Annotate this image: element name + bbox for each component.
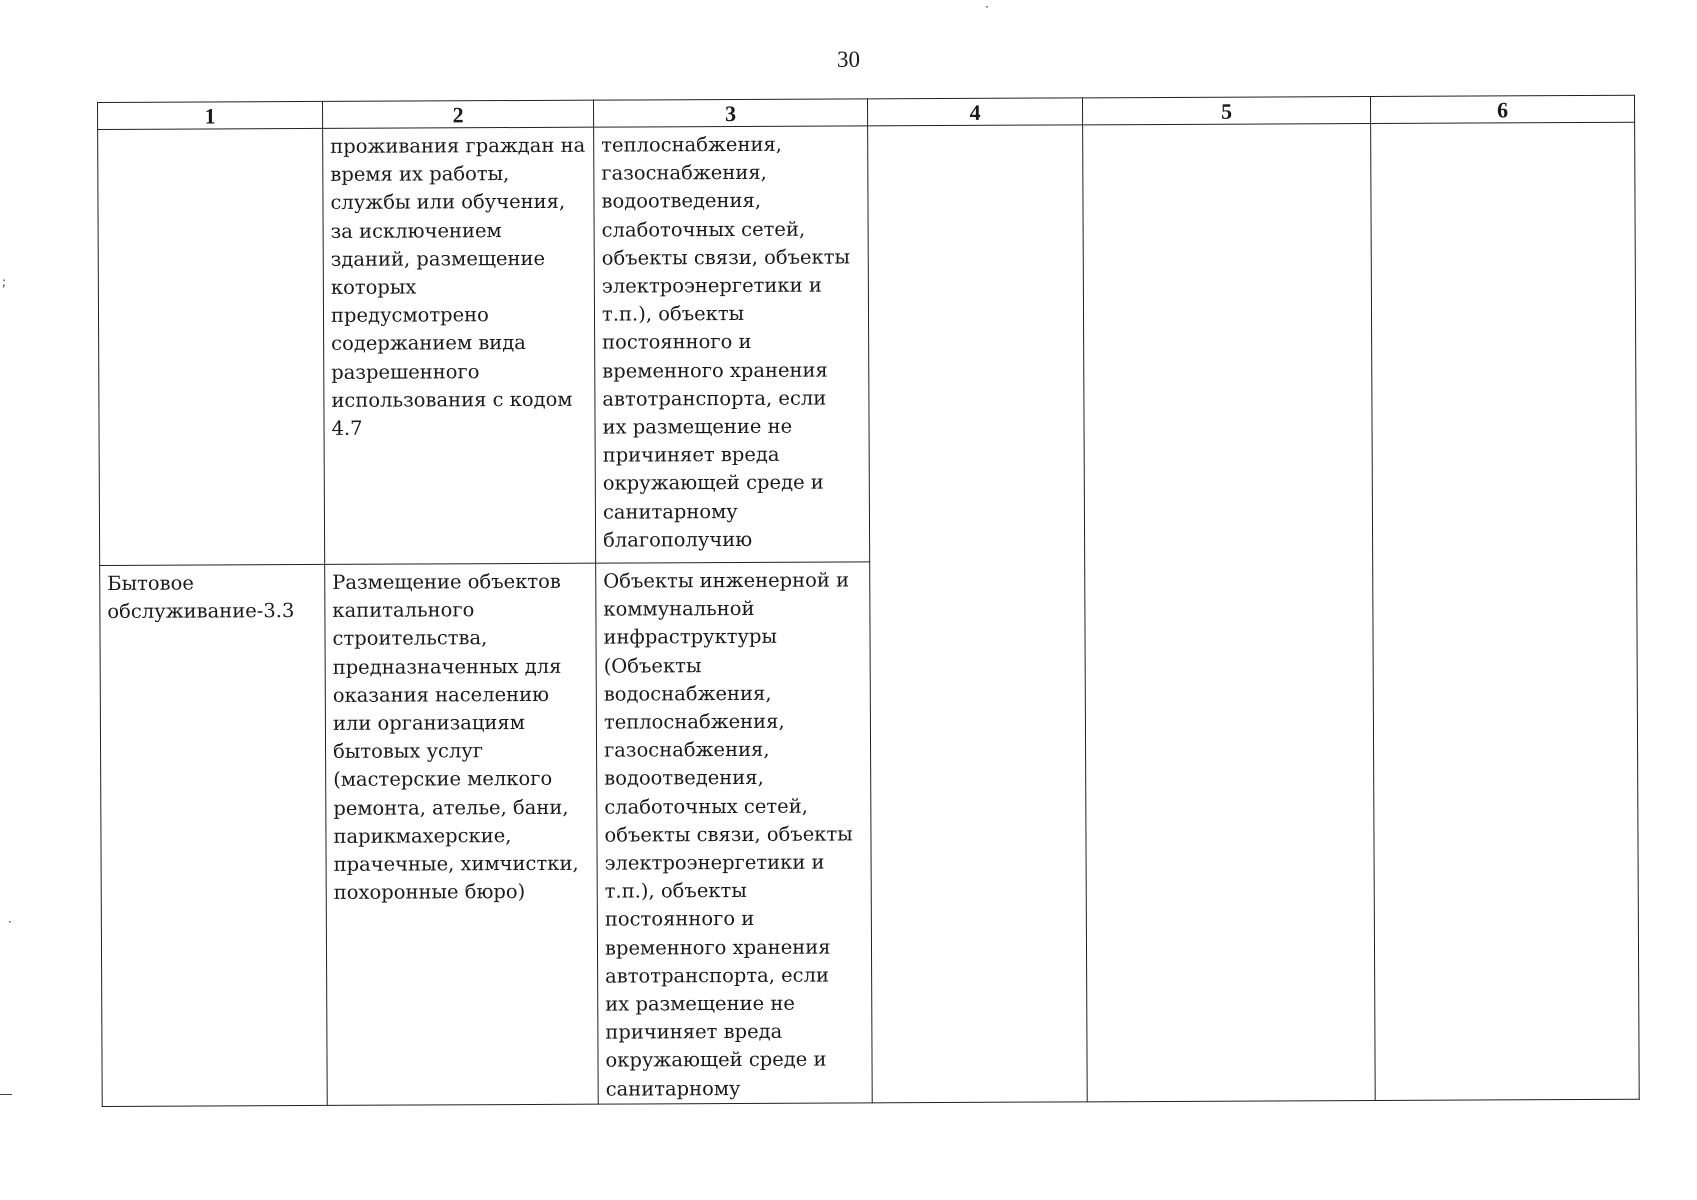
table-cell-auxiliary-use [596,562,873,1104]
column-header-4: 4 [867,98,1082,126]
column-header-3: 3 [593,99,867,127]
table-cell-col5 [1083,123,1376,1101]
column-header-2: 2 [322,100,593,128]
land-use-table [97,95,1640,1107]
column-header-6: 6 [1370,95,1634,123]
table-cell-col6 [1371,122,1640,1100]
table-cell-auxiliary-use [594,126,870,563]
page-number: 30 [837,47,860,72]
auxiliary-use-text: теплоснабжения, газоснабжения, водоотведения, слаботочных сетей, объекты связи, объекты электроэнергетики и т.п.), объекты постоянного и временного хранения автотранспорта, если их размещение не причиняет вреда окружающей среде и санитарному благополучию [601,132,851,552]
table-cell-use-type [100,564,328,1106]
scan-edge-line [0,1094,12,1095]
description-text: проживания граждан на время их работы, службы или обучения, за исключением зданий, размещение которых предусмотрено содержанием вида разрешенного использования с кодом 4.7 [330,133,586,440]
use-type-text [105,133,315,134]
table-cell-description [323,127,596,564]
table-row [98,122,1637,565]
auxiliary-use-text: Объекты инженерной и коммунальной инфраструктуры (Объекты водоснабжения, теплоснабжения, газоснабжения, водоотведения, слаботочных сетей, объекты связи, объекты электроэнергетики и т.п.), объекты постоянного и временного хранения автотранспорта, если их размещение не причиняет вреда окружающей среде и санитарному [603,568,853,1101]
use-type-text: Бытовое обслуживание-3.3 [107,571,295,624]
scan-speck: · [985,0,989,14]
description-text: Размещение объектов капитального строительства, предназначенных для оказания населению или организациям бытовых услуг (мастерские мелкого ремонта, ателье, бани, парикмахерские, прачечные, химчистки, похоронные бюро) [332,569,579,905]
scan-speck: ; [2,275,7,289]
column-header-1: 1 [98,101,323,129]
column-header-5: 5 [1082,96,1370,124]
table-cell-use-type [98,128,325,565]
table-cell-col4 [868,125,1088,1103]
table-cell-description [325,563,599,1105]
scan-speck: · [8,915,12,929]
